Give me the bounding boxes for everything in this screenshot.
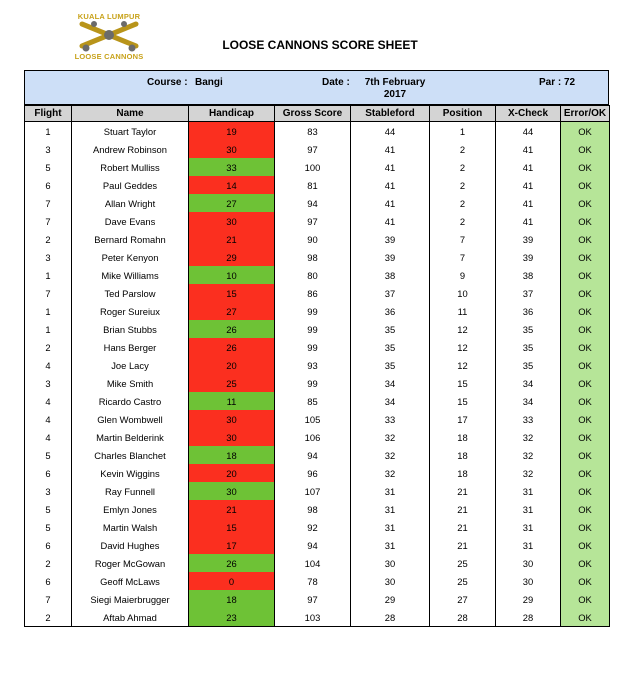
- cell-status: OK: [561, 482, 610, 500]
- cell-name: Robert Mulliss: [72, 158, 189, 176]
- table-row: [25, 608, 610, 627]
- cell-stableford: 41: [351, 194, 430, 212]
- cell-handicap: 25: [189, 374, 275, 392]
- cell-status: OK: [561, 176, 610, 194]
- cell-flight: 3: [25, 140, 72, 158]
- course-value: Bangi: [195, 77, 223, 88]
- cell-x-check: 30: [496, 554, 561, 572]
- cell-position: 27: [430, 590, 496, 608]
- cell-status: OK: [561, 338, 610, 356]
- cell-name: Glen Wombwell: [72, 410, 189, 428]
- cell-x-check: 32: [496, 464, 561, 482]
- cell-x-check: 41: [496, 176, 561, 194]
- cell-x-check: 41: [496, 212, 561, 230]
- cell-position: 25: [430, 554, 496, 572]
- cell-handicap: 10: [189, 266, 275, 284]
- cell-x-check: 33: [496, 410, 561, 428]
- cell-position: 28: [430, 608, 496, 627]
- col-header-position: Position: [430, 106, 496, 122]
- cell-status: OK: [561, 608, 610, 627]
- cell-flight: 6: [25, 176, 72, 194]
- cell-position: 12: [430, 356, 496, 374]
- table-row: [25, 140, 610, 158]
- table-row: [25, 356, 610, 374]
- cell-gross-score: 99: [275, 320, 351, 338]
- cell-handicap: 21: [189, 230, 275, 248]
- cell-stableford: 30: [351, 554, 430, 572]
- table-row: [25, 338, 610, 356]
- cell-gross-score: 86: [275, 284, 351, 302]
- table-row: [25, 536, 610, 554]
- cell-stableford: 36: [351, 302, 430, 320]
- cell-flight: 5: [25, 518, 72, 536]
- cell-position: 10: [430, 284, 496, 302]
- cell-stableford: 31: [351, 518, 430, 536]
- cell-gross-score: 107: [275, 482, 351, 500]
- cell-status: OK: [561, 518, 610, 536]
- cell-flight: 1: [25, 320, 72, 338]
- cell-stableford: 41: [351, 176, 430, 194]
- cell-handicap: 15: [189, 518, 275, 536]
- logo-top-text: KUALA LUMPUR: [77, 12, 141, 21]
- table-row: [25, 410, 610, 428]
- cell-flight: 6: [25, 464, 72, 482]
- cell-stableford: 31: [351, 482, 430, 500]
- cell-flight: 2: [25, 608, 72, 627]
- cell-status: OK: [561, 536, 610, 554]
- cell-handicap: 20: [189, 464, 275, 482]
- cell-position: 2: [430, 194, 496, 212]
- table-row: [25, 266, 610, 284]
- cell-gross-score: 85: [275, 392, 351, 410]
- cell-status: OK: [561, 320, 610, 338]
- cell-name: Roger Sureiux: [72, 302, 189, 320]
- cell-stableford: 31: [351, 500, 430, 518]
- cell-status: OK: [561, 428, 610, 446]
- cell-stableford: 32: [351, 446, 430, 464]
- table-row: [25, 518, 610, 536]
- cell-handicap: 15: [189, 284, 275, 302]
- col-header-handicap: Handicap: [189, 106, 275, 122]
- cell-x-check: 35: [496, 338, 561, 356]
- cell-name: Siegi Maierbrugger: [72, 590, 189, 608]
- cell-gross-score: 104: [275, 554, 351, 572]
- cell-handicap: 21: [189, 500, 275, 518]
- cell-stableford: 41: [351, 212, 430, 230]
- table-header-row: [25, 106, 610, 122]
- cell-x-check: 34: [496, 374, 561, 392]
- cell-handicap: 27: [189, 194, 275, 212]
- cell-x-check: 41: [496, 194, 561, 212]
- cell-name: Bernard Romahn: [72, 230, 189, 248]
- cell-handicap: 30: [189, 410, 275, 428]
- cell-status: OK: [561, 284, 610, 302]
- cell-position: 2: [430, 140, 496, 158]
- cell-gross-score: 94: [275, 536, 351, 554]
- cell-handicap: 30: [189, 212, 275, 230]
- cell-x-check: 31: [496, 518, 561, 536]
- cell-position: 21: [430, 500, 496, 518]
- cell-name: Joe Lacy: [72, 356, 189, 374]
- cell-flight: 7: [25, 194, 72, 212]
- table-row: [25, 446, 610, 464]
- cell-stableford: 39: [351, 230, 430, 248]
- cell-handicap: 14: [189, 176, 275, 194]
- cell-gross-score: 92: [275, 518, 351, 536]
- cell-name: Kevin Wiggins: [72, 464, 189, 482]
- cell-flight: 5: [25, 158, 72, 176]
- table-row: [25, 194, 610, 212]
- cell-status: OK: [561, 374, 610, 392]
- cell-x-check: 32: [496, 428, 561, 446]
- cell-stableford: 35: [351, 338, 430, 356]
- cell-gross-score: 100: [275, 158, 351, 176]
- cell-handicap: 20: [189, 356, 275, 374]
- cell-stableford: 35: [351, 356, 430, 374]
- cell-stableford: 34: [351, 392, 430, 410]
- cell-gross-score: 78: [275, 572, 351, 590]
- cell-position: 21: [430, 536, 496, 554]
- cell-stableford: 33: [351, 410, 430, 428]
- cell-handicap: 30: [189, 482, 275, 500]
- table-row: [25, 500, 610, 518]
- table-row: [25, 590, 610, 608]
- cell-handicap: 26: [189, 554, 275, 572]
- cell-status: OK: [561, 140, 610, 158]
- cell-position: 9: [430, 266, 496, 284]
- cell-gross-score: 106: [275, 428, 351, 446]
- table-row: [25, 212, 610, 230]
- table-row: [25, 176, 610, 194]
- cell-handicap: 33: [189, 158, 275, 176]
- cell-position: 15: [430, 392, 496, 410]
- cell-name: Charles Blanchet: [72, 446, 189, 464]
- cell-status: OK: [561, 500, 610, 518]
- cell-gross-score: 83: [275, 122, 351, 141]
- cell-x-check: 29: [496, 590, 561, 608]
- cell-stableford: 28: [351, 608, 430, 627]
- cell-status: OK: [561, 356, 610, 374]
- page-title: LOOSE CANNONS SCORE SHEET: [222, 38, 418, 52]
- cell-gross-score: 90: [275, 230, 351, 248]
- table-row: [25, 482, 610, 500]
- cell-position: 2: [430, 158, 496, 176]
- cell-position: 12: [430, 320, 496, 338]
- col-header-flight: Flight: [25, 106, 72, 122]
- par-label: Par :: [539, 77, 562, 88]
- cell-status: OK: [561, 572, 610, 590]
- cell-x-check: 41: [496, 140, 561, 158]
- cell-flight: 4: [25, 428, 72, 446]
- cell-position: 18: [430, 446, 496, 464]
- cell-x-check: 34: [496, 392, 561, 410]
- cell-position: 12: [430, 338, 496, 356]
- cell-gross-score: 99: [275, 302, 351, 320]
- cell-handicap: 26: [189, 320, 275, 338]
- table-row: [25, 464, 610, 482]
- cell-status: OK: [561, 212, 610, 230]
- cell-flight: 7: [25, 212, 72, 230]
- cell-position: 21: [430, 518, 496, 536]
- table-row: [25, 302, 610, 320]
- cell-flight: 7: [25, 590, 72, 608]
- cell-status: OK: [561, 230, 610, 248]
- cell-gross-score: 93: [275, 356, 351, 374]
- table-row: [25, 230, 610, 248]
- cell-name: Brian Stubbs: [72, 320, 189, 338]
- logo-bottom-text: LOOSE CANNONS: [74, 52, 144, 61]
- cell-flight: 5: [25, 446, 72, 464]
- col-header-error-ok: Error/OK: [561, 106, 610, 122]
- cell-position: 18: [430, 464, 496, 482]
- cell-handicap: 30: [189, 140, 275, 158]
- cell-gross-score: 103: [275, 608, 351, 627]
- cell-position: 2: [430, 212, 496, 230]
- cell-gross-score: 99: [275, 374, 351, 392]
- cell-status: OK: [561, 248, 610, 266]
- table-row: [25, 374, 610, 392]
- cell-x-check: 44: [496, 122, 561, 141]
- cell-gross-score: 105: [275, 410, 351, 428]
- cell-stableford: 32: [351, 464, 430, 482]
- cell-position: 21: [430, 482, 496, 500]
- course-label: Course :: [147, 77, 188, 88]
- cell-flight: 2: [25, 338, 72, 356]
- col-header-stableford: Stableford: [351, 106, 430, 122]
- cell-name: Stuart Taylor: [72, 122, 189, 141]
- cell-handicap: 18: [189, 446, 275, 464]
- cell-position: 7: [430, 248, 496, 266]
- cell-name: Geoff McLaws: [72, 572, 189, 590]
- cell-handicap: 26: [189, 338, 275, 356]
- cell-stableford: 30: [351, 572, 430, 590]
- cell-name: Ricardo Castro: [72, 392, 189, 410]
- cell-gross-score: 96: [275, 464, 351, 482]
- cell-status: OK: [561, 266, 610, 284]
- date-label: Date :: [322, 77, 350, 88]
- cell-handicap: 19: [189, 122, 275, 141]
- cell-status: OK: [561, 194, 610, 212]
- cell-gross-score: 98: [275, 500, 351, 518]
- cell-stableford: 29: [351, 590, 430, 608]
- cell-handicap: 17: [189, 536, 275, 554]
- cell-flight: 7: [25, 284, 72, 302]
- cell-flight: 1: [25, 266, 72, 284]
- cell-stableford: 38: [351, 266, 430, 284]
- cell-stableford: 41: [351, 140, 430, 158]
- cell-stableford: 32: [351, 428, 430, 446]
- cell-position: 2: [430, 176, 496, 194]
- cell-position: 17: [430, 410, 496, 428]
- cell-x-check: 35: [496, 356, 561, 374]
- cell-status: OK: [561, 392, 610, 410]
- col-header-gross-score: Gross Score: [275, 106, 351, 122]
- cell-position: 25: [430, 572, 496, 590]
- cell-x-check: 37: [496, 284, 561, 302]
- cell-name: Emlyn Jones: [72, 500, 189, 518]
- cell-x-check: 39: [496, 230, 561, 248]
- cell-name: Aftab Ahmad: [72, 608, 189, 627]
- cell-stableford: 37: [351, 284, 430, 302]
- col-header-name: Name: [72, 106, 189, 122]
- cell-x-check: 36: [496, 302, 561, 320]
- cell-handicap: 18: [189, 590, 275, 608]
- cell-status: OK: [561, 122, 610, 141]
- cell-stableford: 34: [351, 374, 430, 392]
- cell-flight: 1: [25, 122, 72, 141]
- cell-name: Mike Williams: [72, 266, 189, 284]
- cell-handicap: 30: [189, 428, 275, 446]
- cell-x-check: 39: [496, 248, 561, 266]
- cell-x-check: 41: [496, 158, 561, 176]
- cell-gross-score: 97: [275, 212, 351, 230]
- cell-stableford: 35: [351, 320, 430, 338]
- cell-gross-score: 81: [275, 176, 351, 194]
- cell-status: OK: [561, 590, 610, 608]
- cell-gross-score: 94: [275, 446, 351, 464]
- table-row: [25, 428, 610, 446]
- cell-handicap: 23: [189, 608, 275, 627]
- cell-name: Mike Smith: [72, 374, 189, 392]
- table-row: [25, 248, 610, 266]
- cell-flight: 2: [25, 230, 72, 248]
- cell-position: 15: [430, 374, 496, 392]
- cell-status: OK: [561, 446, 610, 464]
- cell-name: Martin Walsh: [72, 518, 189, 536]
- cell-gross-score: 80: [275, 266, 351, 284]
- cell-x-check: 35: [496, 320, 561, 338]
- date-value-line2: 2017: [383, 89, 407, 100]
- cell-name: Peter Kenyon: [72, 248, 189, 266]
- cell-x-check: 31: [496, 482, 561, 500]
- cell-flight: 3: [25, 374, 72, 392]
- cell-flight: 1: [25, 302, 72, 320]
- cell-status: OK: [561, 158, 610, 176]
- cell-gross-score: 98: [275, 248, 351, 266]
- cell-status: OK: [561, 464, 610, 482]
- cell-position: 1: [430, 122, 496, 141]
- cell-flight: 4: [25, 410, 72, 428]
- cell-handicap: 11: [189, 392, 275, 410]
- date-value-line1: 7th February: [364, 77, 426, 88]
- cell-name: Dave Evans: [72, 212, 189, 230]
- cell-flight: 5: [25, 500, 72, 518]
- cell-position: 18: [430, 428, 496, 446]
- cell-flight: 2: [25, 554, 72, 572]
- cell-flight: 4: [25, 356, 72, 374]
- table-row: [25, 572, 610, 590]
- cell-name: Allan Wright: [72, 194, 189, 212]
- table-row: [25, 554, 610, 572]
- cell-x-check: 30: [496, 572, 561, 590]
- cell-handicap: 0: [189, 572, 275, 590]
- cell-status: OK: [561, 302, 610, 320]
- course-info-bar: [24, 70, 609, 105]
- cell-flight: 6: [25, 536, 72, 554]
- table-row: [25, 122, 610, 141]
- cell-flight: 3: [25, 482, 72, 500]
- cell-stableford: 39: [351, 248, 430, 266]
- cell-gross-score: 97: [275, 590, 351, 608]
- cell-stableford: 41: [351, 158, 430, 176]
- cell-name: Roger McGowan: [72, 554, 189, 572]
- cell-status: OK: [561, 554, 610, 572]
- score-table: [24, 105, 610, 627]
- cell-stableford: 31: [351, 536, 430, 554]
- cell-gross-score: 97: [275, 140, 351, 158]
- cell-flight: 3: [25, 248, 72, 266]
- cell-x-check: 31: [496, 500, 561, 518]
- cell-gross-score: 94: [275, 194, 351, 212]
- cell-name: David Hughes: [72, 536, 189, 554]
- cell-x-check: 32: [496, 446, 561, 464]
- cell-flight: 6: [25, 572, 72, 590]
- table-row: [25, 158, 610, 176]
- col-header-x-check: X-Check: [496, 106, 561, 122]
- cell-position: 11: [430, 302, 496, 320]
- cell-x-check: 28: [496, 608, 561, 627]
- par-value: 72: [564, 77, 576, 88]
- table-row: [25, 320, 610, 338]
- table-row: [25, 392, 610, 410]
- cell-position: 7: [430, 230, 496, 248]
- cell-status: OK: [561, 410, 610, 428]
- cell-name: Martin Belderink: [72, 428, 189, 446]
- cell-x-check: 31: [496, 536, 561, 554]
- cell-name: Ray Funnell: [72, 482, 189, 500]
- cell-name: Andrew Robinson: [72, 140, 189, 158]
- cell-name: Paul Geddes: [72, 176, 189, 194]
- cell-name: Hans Berger: [72, 338, 189, 356]
- cell-name: Ted Parslow: [72, 284, 189, 302]
- cell-handicap: 29: [189, 248, 275, 266]
- cell-gross-score: 99: [275, 338, 351, 356]
- table-row: [25, 284, 610, 302]
- cell-x-check: 38: [496, 266, 561, 284]
- club-logo: [70, 10, 148, 62]
- cell-flight: 4: [25, 392, 72, 410]
- cell-handicap: 27: [189, 302, 275, 320]
- cell-stableford: 44: [351, 122, 430, 141]
